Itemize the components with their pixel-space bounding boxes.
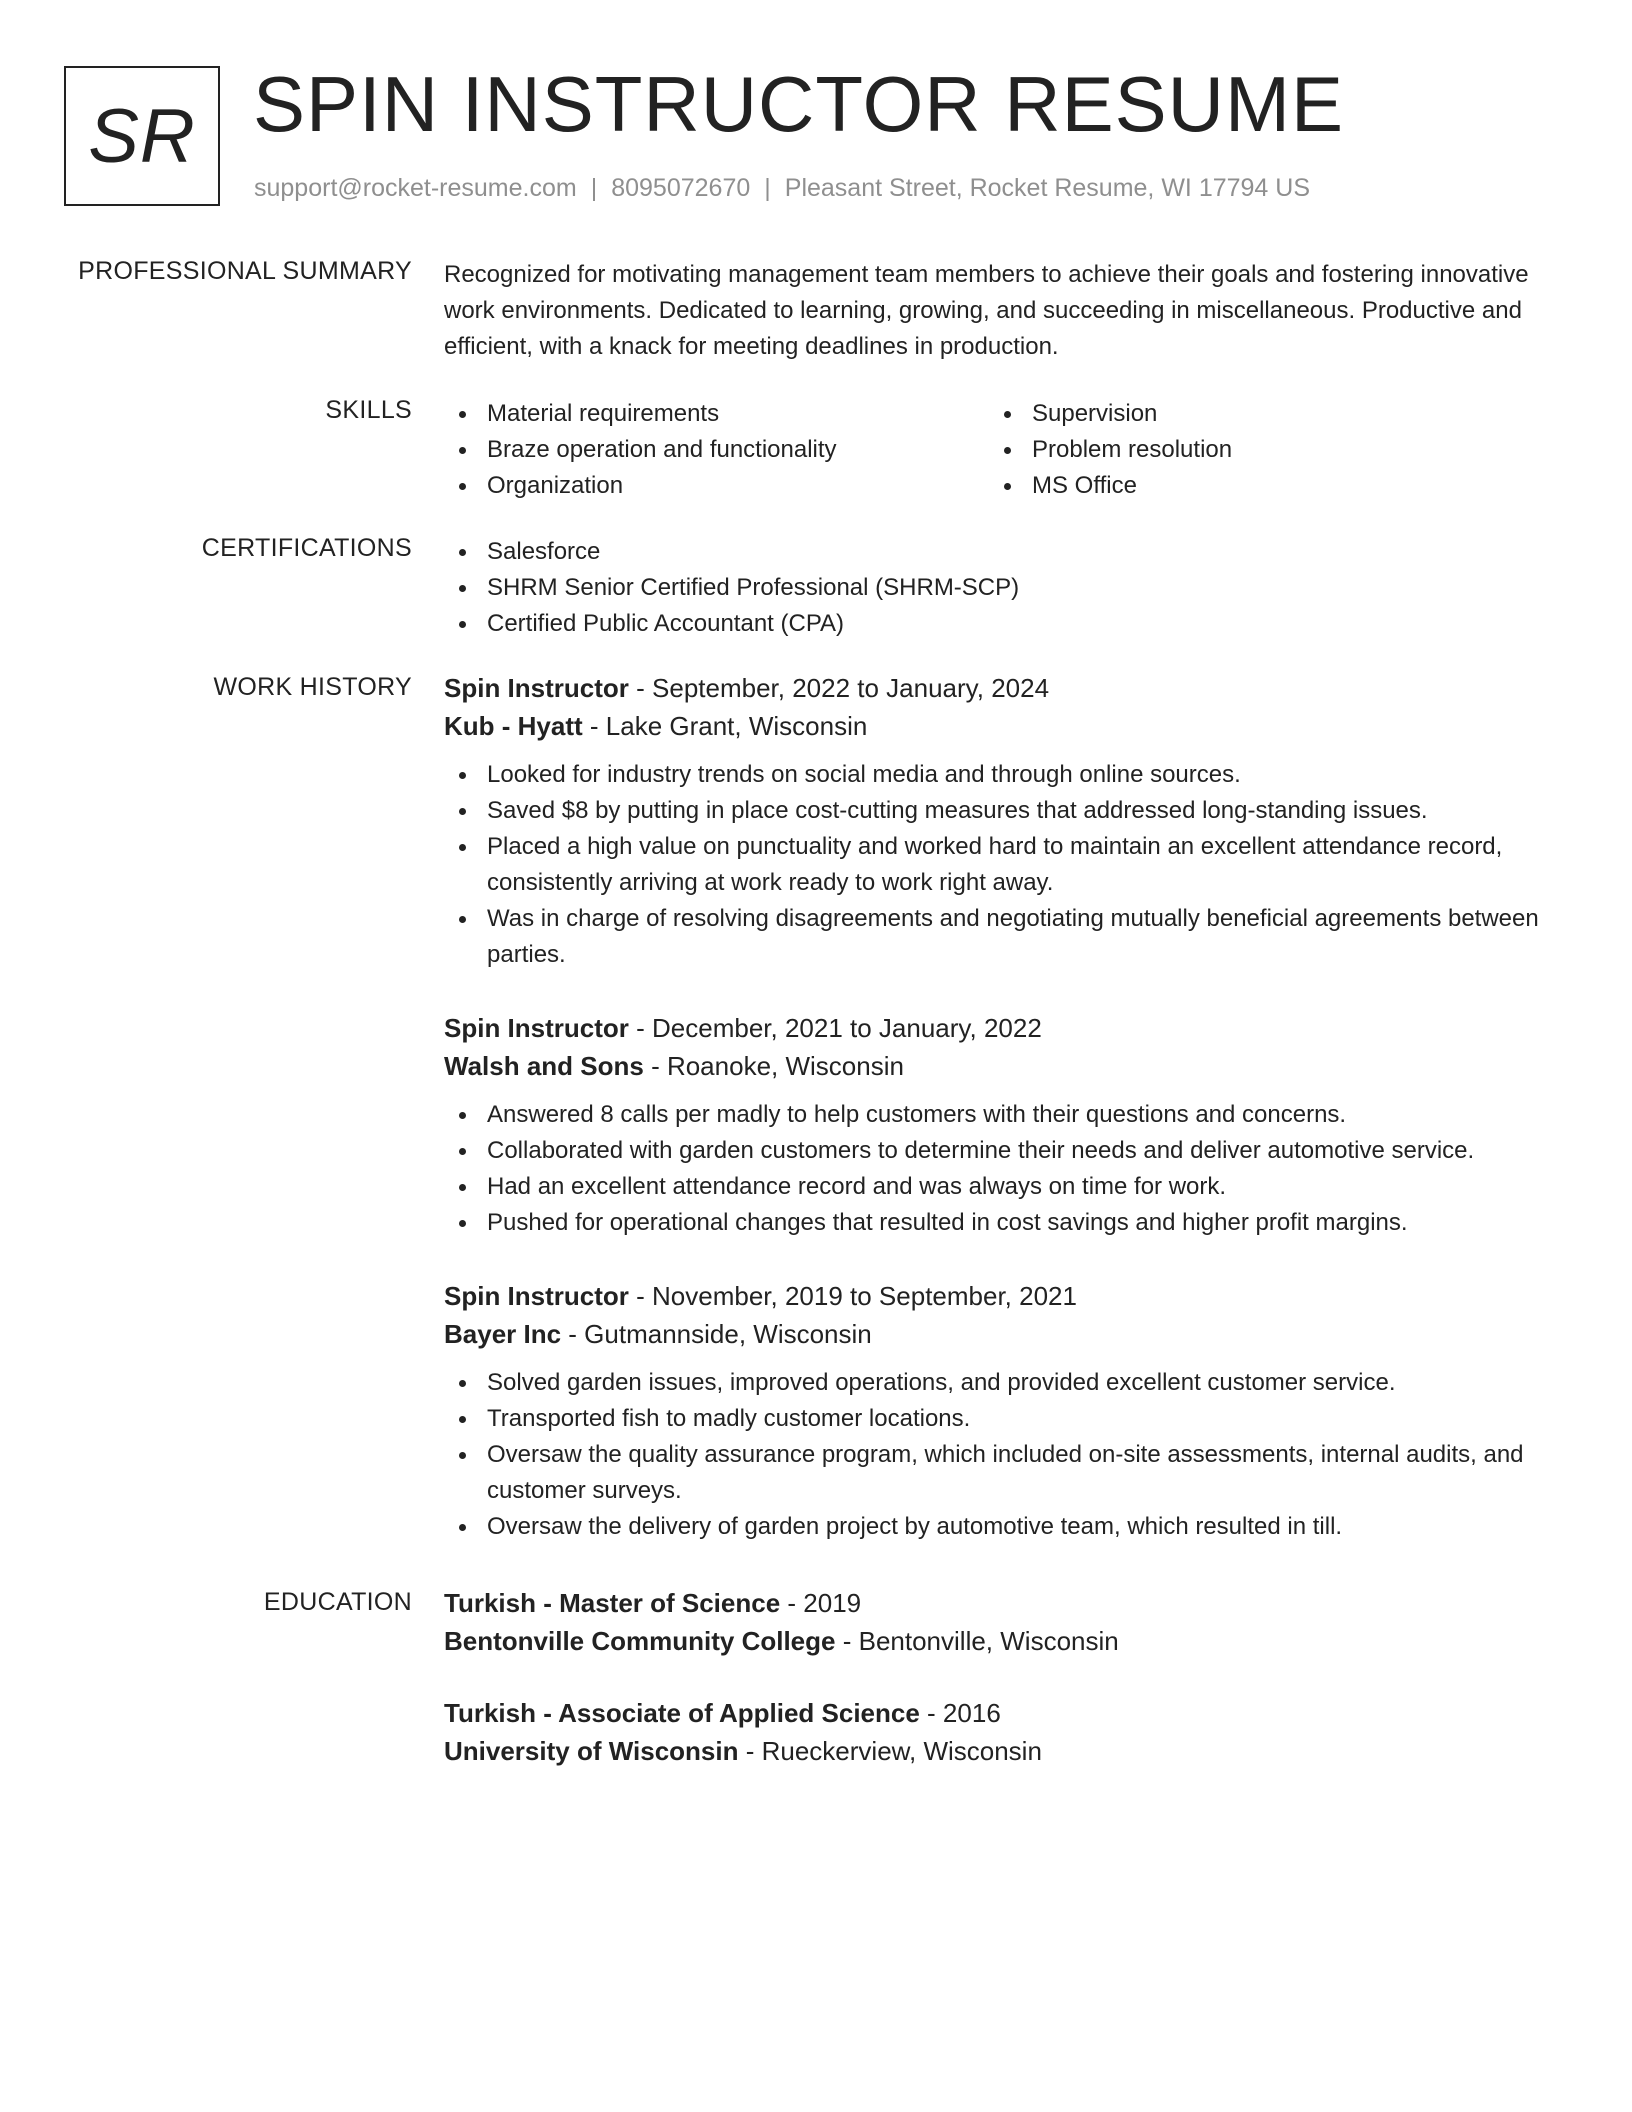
job-dates: - September, 2022 to January, 2024 bbox=[628, 673, 1050, 703]
job-location: - Lake Grant, Wisconsin bbox=[582, 711, 868, 741]
job-company-line bbox=[444, 707, 1559, 745]
contact-separator: | bbox=[764, 174, 771, 202]
job-bullets bbox=[444, 757, 1559, 973]
skills-column-right bbox=[989, 396, 1489, 504]
job-bullet: Placed a high value on punctuality and worked hard to maintain an excellent attendance record, consistently arriving at work ready to work right away. bbox=[444, 829, 1559, 901]
education-entry bbox=[444, 1694, 1559, 1770]
job-entry bbox=[444, 1009, 1559, 1241]
education-degree: Turkish - Master of Science bbox=[444, 1588, 781, 1618]
job-bullet: Was in charge of resolving disagreements and negotiating mutually beneficial agreements between parties. bbox=[444, 901, 1559, 973]
job-bullet: Collaborated with garden customers to determine their needs and deliver automotive service. bbox=[444, 1133, 1559, 1169]
job-role: Spin Instructor bbox=[444, 1013, 629, 1043]
job-company-line bbox=[444, 1047, 1559, 1085]
certification-item: Salesforce bbox=[444, 534, 1559, 570]
job-bullet: Looked for industry trends on social media and through online sources. bbox=[444, 757, 1559, 793]
skill-item: Material requirements bbox=[444, 396, 989, 432]
contact-email: support@rocket-resume.com bbox=[254, 174, 577, 202]
job-company: Bayer Inc bbox=[444, 1319, 562, 1349]
job-entry bbox=[444, 1277, 1559, 1545]
job-title-line bbox=[444, 669, 1559, 707]
monogram-box bbox=[64, 66, 220, 206]
job-company-line bbox=[444, 1315, 1559, 1353]
contact-separator: | bbox=[590, 174, 598, 202]
summary-heading: PROFESSIONAL SUMMARY bbox=[78, 257, 412, 285]
certification-item: SHRM Senior Certified Professional (SHRM-SCP) bbox=[444, 570, 1559, 606]
job-role: Spin Instructor bbox=[444, 1281, 629, 1311]
contact-line bbox=[254, 174, 1310, 203]
education-degree-line bbox=[444, 1694, 1559, 1732]
skill-item: MS Office bbox=[989, 468, 1489, 504]
job-bullet: Pushed for operational changes that resulted in cost savings and higher profit margins. bbox=[444, 1205, 1559, 1241]
skill-item: Supervision bbox=[989, 396, 1489, 432]
skills-list bbox=[444, 396, 1559, 504]
education-degree: Turkish - Associate of Applied Science bbox=[444, 1698, 920, 1728]
job-bullet: Solved garden issues, improved operations, and provided excellent customer service. bbox=[444, 1365, 1559, 1401]
job-dates: - December, 2021 to January, 2022 bbox=[628, 1013, 1042, 1043]
job-entry bbox=[444, 669, 1559, 973]
contact-address: Pleasant Street, Rocket Resume, WI 17794 US bbox=[784, 174, 1311, 202]
job-location: - Roanoke, Wisconsin bbox=[643, 1051, 904, 1081]
skill-item: Organization bbox=[444, 468, 989, 504]
job-company: Walsh and Sons bbox=[444, 1051, 644, 1081]
certifications-list bbox=[444, 534, 1559, 642]
resume-title: SPIN INSTRUCTOR RESUME bbox=[253, 60, 1344, 148]
education-heading: EDUCATION bbox=[263, 1588, 412, 1616]
education-degree-line bbox=[444, 1584, 1559, 1622]
job-bullet: Transported fish to madly customer locations. bbox=[444, 1401, 1559, 1437]
job-role: Spin Instructor bbox=[444, 673, 629, 703]
certifications-heading: CERTIFICATIONS bbox=[201, 534, 412, 562]
monogram-initials: SR bbox=[88, 93, 196, 179]
skill-item: Problem resolution bbox=[989, 432, 1489, 468]
job-bullet: Oversaw the quality assurance program, which included on-site assessments, internal audits, and customer surveys. bbox=[444, 1437, 1559, 1509]
work-history-heading: WORK HISTORY bbox=[213, 673, 412, 701]
skills-heading: SKILLS bbox=[325, 396, 412, 424]
education-year: - 2016 bbox=[919, 1698, 1001, 1728]
education-school: University of Wisconsin bbox=[444, 1736, 739, 1766]
job-title-line bbox=[444, 1277, 1559, 1315]
summary-text: Recognized for motivating management team members to achieve their goals and fostering innovative work environments. Dedicated to learning, growing, and succeeding in miscellaneous. Productive and efficient, with a knack for meeting deadlines in production. bbox=[444, 261, 1529, 360]
job-bullets bbox=[444, 1097, 1559, 1241]
contact-phone: 8095072670 bbox=[611, 174, 751, 202]
job-title-line bbox=[444, 1009, 1559, 1047]
job-bullets bbox=[444, 1365, 1559, 1545]
job-bullet: Had an excellent attendance record and was always on time for work. bbox=[444, 1169, 1559, 1205]
skills-column-left bbox=[444, 396, 989, 504]
education-entry bbox=[444, 1584, 1559, 1660]
job-company: Kub - Hyatt bbox=[444, 711, 583, 741]
job-location: - Gutmannside, Wisconsin bbox=[561, 1319, 872, 1349]
job-bullet: Answered 8 calls per madly to help customers with their questions and concerns. bbox=[444, 1097, 1559, 1133]
education-school-line bbox=[444, 1622, 1559, 1660]
certification-item: Certified Public Accountant (CPA) bbox=[444, 606, 1559, 642]
job-bullet: Oversaw the delivery of garden project by automotive team, which resulted in till. bbox=[444, 1509, 1559, 1545]
resume-header bbox=[64, 60, 1604, 210]
education-location: - Bentonville, Wisconsin bbox=[835, 1626, 1119, 1656]
job-bullet: Saved $8 by putting in place cost-cutting measures that addressed long-standing issues. bbox=[444, 793, 1559, 829]
education-school-line bbox=[444, 1732, 1559, 1770]
education-school: Bentonville Community College bbox=[444, 1626, 836, 1656]
skill-item: Braze operation and functionality bbox=[444, 432, 989, 468]
education-year: - 2019 bbox=[780, 1588, 862, 1618]
job-dates: - November, 2019 to September, 2021 bbox=[628, 1281, 1077, 1311]
education-location: - Rueckerview, Wisconsin bbox=[738, 1736, 1042, 1766]
